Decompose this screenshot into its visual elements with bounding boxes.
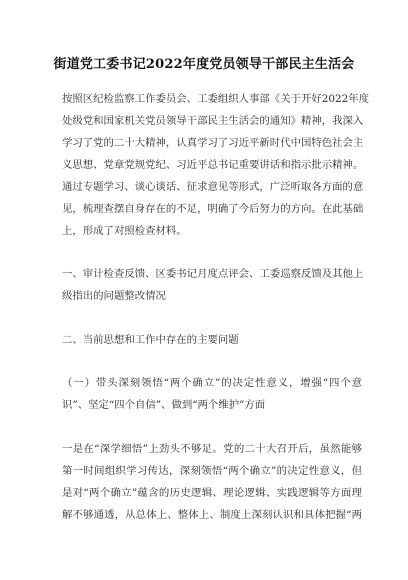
document-title: 街道党工委书记2022年度党员领导干部民主生活会 — [53, 57, 355, 72]
intro-line-6: 见，梳理查摆自身存在的不足，明确了今后努力的方向。在此基础 — [62, 203, 364, 215]
intro-line-4: 义思想、党章党规党纪、习近平总书记重要讲话和指示批示精神。 — [62, 159, 364, 171]
intro-line-5: 通过专题学习、谈心谈话、征求意见等形式，广泛听取各方面的意 — [62, 181, 364, 193]
intro-line-3: 学习了党的二十大精神，认真学习了习近平新时代中国特色社会主 — [62, 137, 364, 149]
intro-line-7: 上，形成了对照检查材料。 — [62, 225, 187, 237]
subsection-1-heading-line-1: （一）带头深刻领悟“两个确立”的决定性意义，增强“四个意 — [62, 377, 362, 389]
body-line-2: 第一时间组织学习传达，深刻领悟“两个确立”的决定性意义，但 — [62, 465, 362, 477]
subsection-1-heading-line-2: 识”、坚定“四个自信”、做到“两个维护”方面 — [62, 399, 266, 411]
intro-line-1: 按照区纪检监察工作委员会、工委组织人事部《关于开好2022年度 — [62, 93, 369, 105]
body-line-4: 解不够通透，从总体上、整体上、制度上深刻认识和具体把握“两 — [62, 509, 362, 521]
section-2-heading: 二、当前思想和工作中存在的主要问题 — [62, 334, 239, 346]
section-1-heading-line-1: 一、审计检查反馈、区委书记月度点评会、工委巡察反馈及其他上 — [62, 268, 364, 280]
body-line-3: 是对“两个确立”蕴含的历史逻辑、理论逻辑、实践逻辑等方面理 — [62, 487, 362, 499]
section-1-heading-line-2: 级指出的问题整改情况 — [62, 290, 166, 302]
body-line-1: 一是在“深学细悟”上劲头不够足。党的二十大召开后，虽然能够 — [62, 443, 362, 455]
intro-line-2: 处级党和国家机关党员领导干部民主生活会的通知》精神，我深入 — [62, 115, 364, 127]
